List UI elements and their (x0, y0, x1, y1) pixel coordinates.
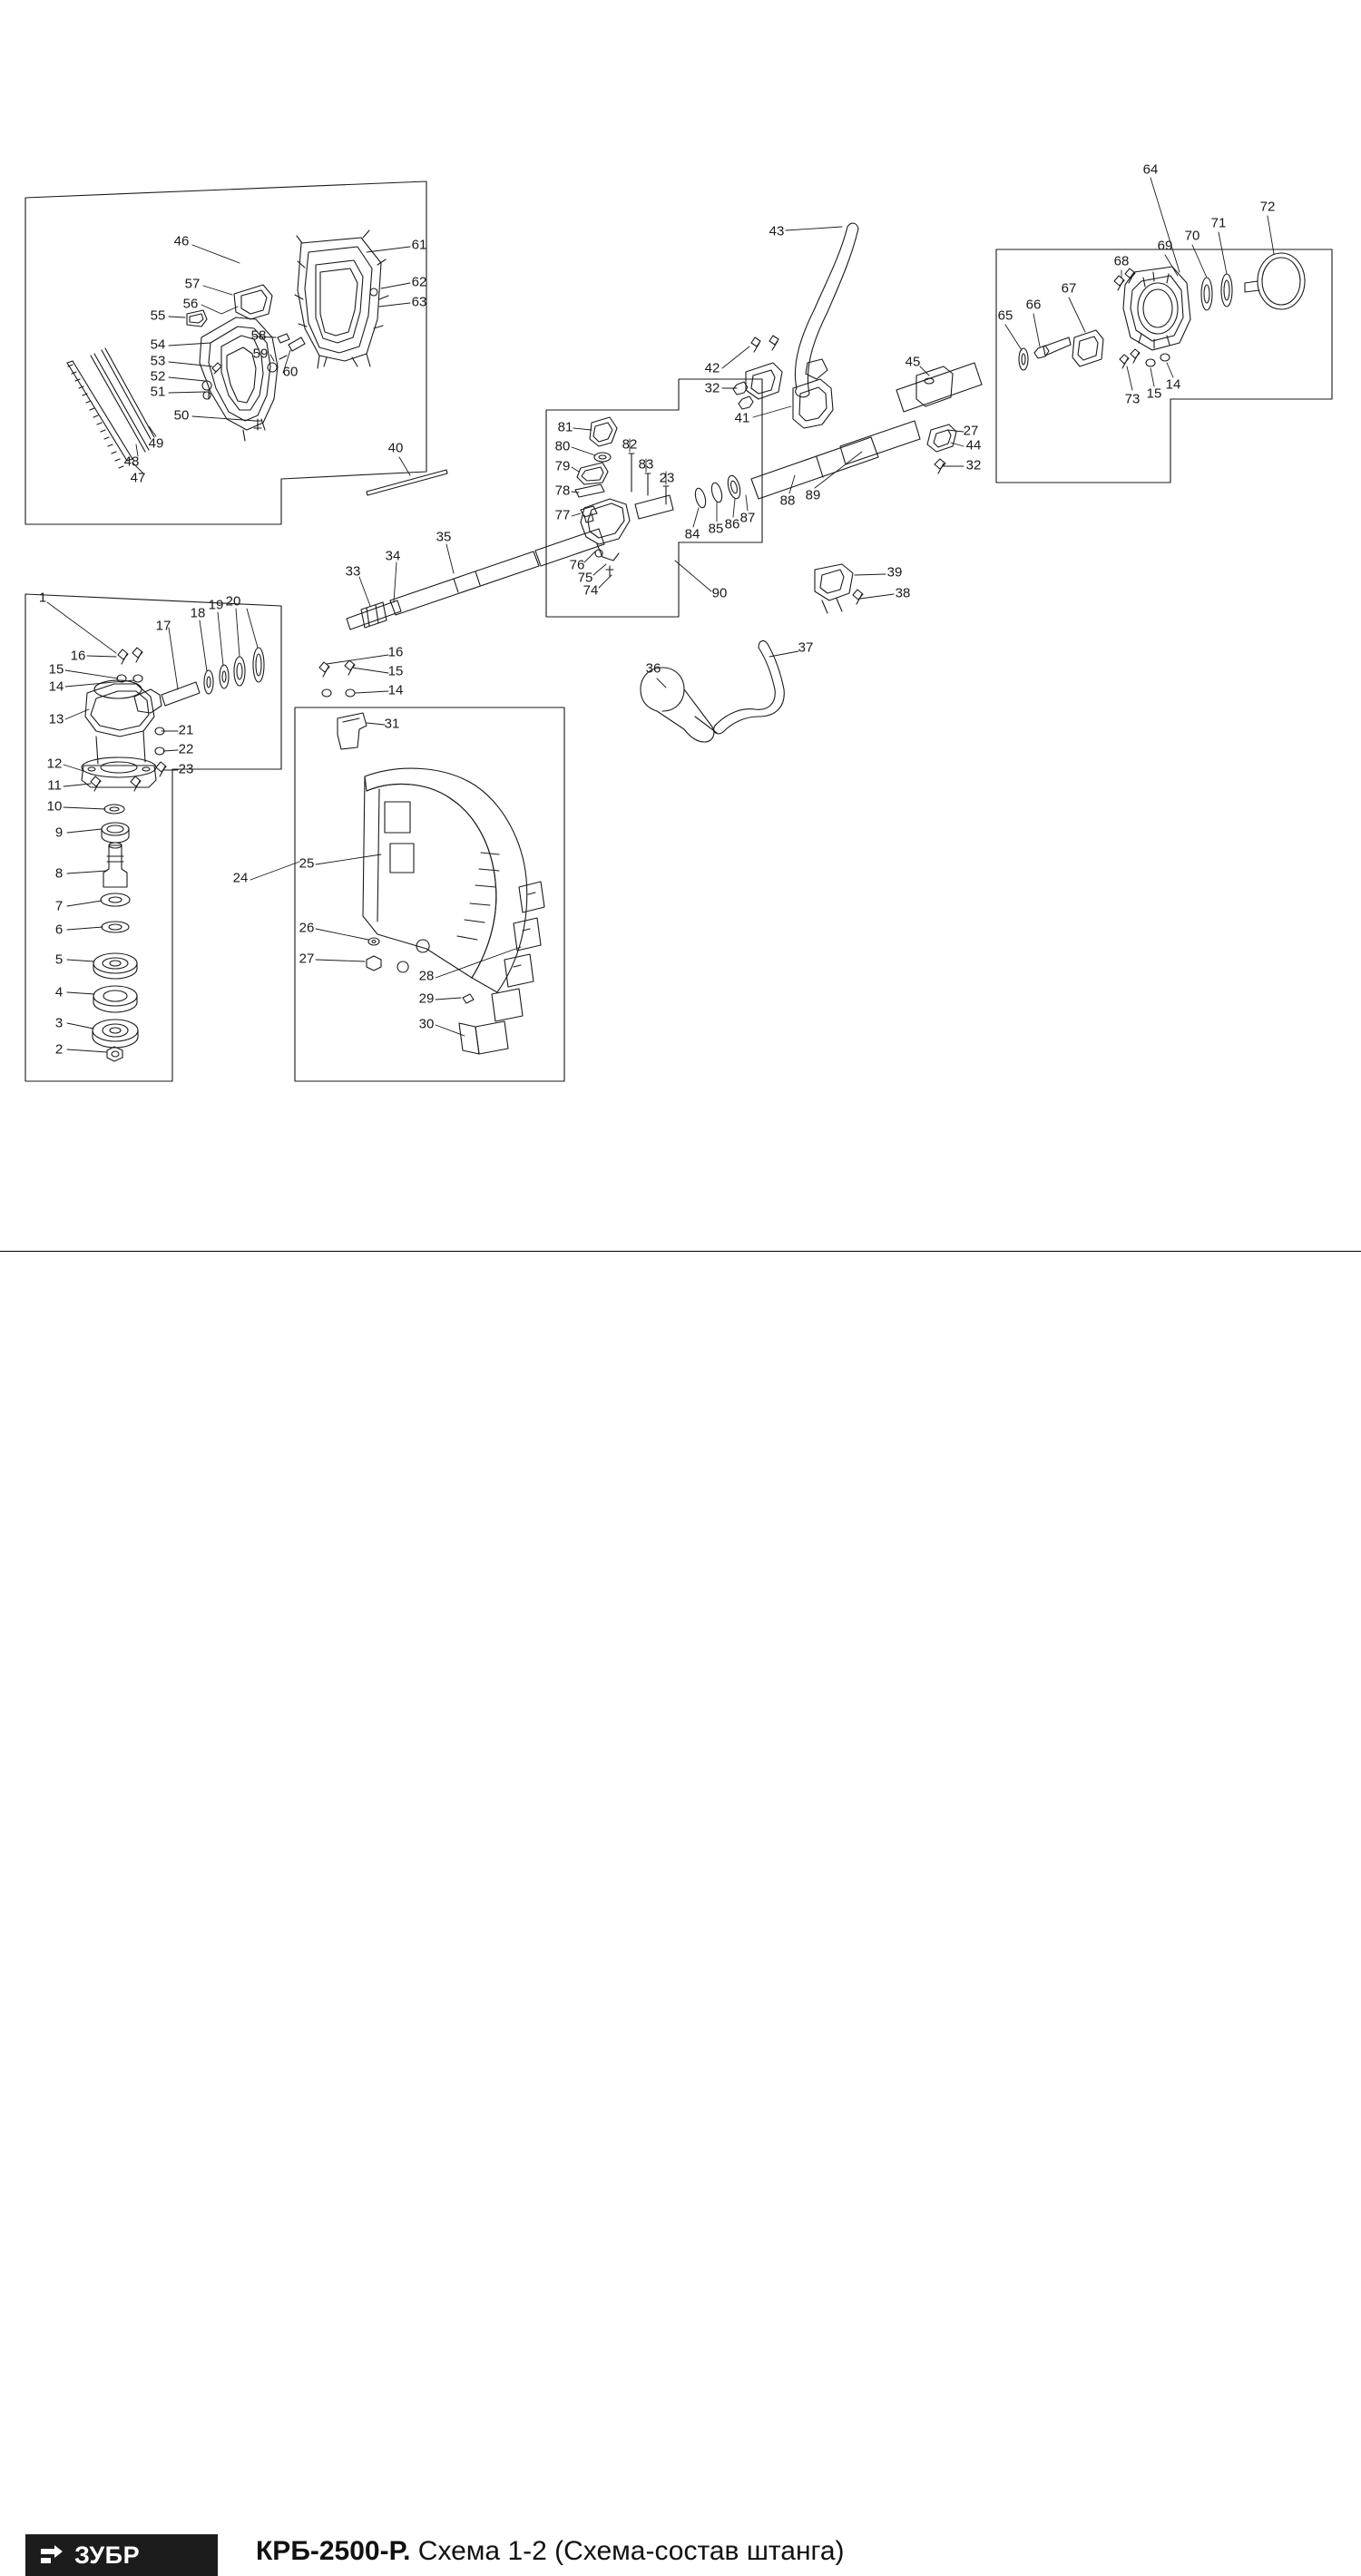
part-bolt-66 (1034, 337, 1071, 358)
part-washer-18 (204, 670, 213, 694)
callout-number: 6 (54, 922, 64, 938)
callout-number: 14 (1165, 376, 1181, 393)
part-washer-87 (726, 474, 742, 500)
callout-number: 29 (418, 990, 435, 1007)
part-bracket-31 (338, 713, 367, 749)
part-plate-3 (93, 1020, 138, 1048)
callout-number: 63 (411, 294, 427, 310)
callout-number: 37 (798, 639, 814, 656)
callout-number: 57 (184, 276, 201, 292)
callout-number: 79 (554, 458, 571, 474)
part-screws-73 (1120, 349, 1140, 368)
callout-number: 81 (557, 419, 573, 435)
callout-number: 86 (724, 516, 740, 532)
callout-number: 39 (886, 564, 903, 581)
part-washer-14c (346, 689, 355, 697)
callout-number: 31 (384, 716, 400, 732)
part-nut-27b (367, 956, 381, 971)
diagram-caption (256, 2536, 845, 2567)
callout-number: 90 (711, 585, 728, 601)
part-screw-38 (853, 590, 863, 604)
part-washer-65 (1019, 348, 1028, 370)
callout-number: 75 (577, 570, 593, 586)
part-washer-80 (594, 453, 611, 462)
part-screws-21-22-23 (155, 727, 166, 776)
callout-number: 38 (895, 585, 911, 601)
part-washer-71 (1221, 274, 1232, 307)
callout-number: 50 (173, 407, 190, 424)
part-screw-53 (212, 363, 221, 374)
callout-number: 45 (905, 354, 921, 370)
callout-number: 5 (54, 951, 64, 968)
callout-number: 23 (659, 470, 675, 486)
part-nut-32b (739, 396, 753, 409)
callout-number: 32 (965, 457, 982, 473)
part-bearing-9 (102, 823, 129, 843)
part-washer-26 (368, 938, 379, 945)
part-handle-clamp-57 (234, 285, 272, 319)
callout-number: 30 (418, 1016, 435, 1032)
callout-number: 36 (645, 660, 661, 677)
part-guard-blade-28 (459, 882, 544, 1054)
callout-number: 85 (708, 521, 724, 537)
callout-number: 82 (622, 436, 638, 453)
part-washer-19 (220, 665, 229, 688)
callout-number: 68 (1113, 253, 1130, 269)
brand-logo (25, 2534, 218, 2576)
callout-number: 4 (54, 984, 64, 1000)
callout-number: 54 (150, 337, 166, 353)
part-small-60 (289, 337, 305, 351)
callout-number: 20 (225, 593, 241, 610)
part-pin-83 (645, 473, 651, 495)
callout-number: 67 (1061, 280, 1077, 297)
part-washer-15b (1146, 359, 1155, 366)
callout-number: 53 (150, 353, 166, 369)
part-trigger-81 (590, 417, 617, 446)
callout-number: 8 (54, 865, 64, 882)
part-washer-14a (133, 675, 142, 682)
callout-number: 9 (54, 825, 64, 841)
callout-number: 21 (178, 722, 194, 738)
callout-number: 19 (208, 597, 224, 613)
part-clamp-39 (815, 564, 853, 613)
part-handlebar-37 (714, 641, 785, 734)
zubr-arrow-icon (38, 2542, 65, 2569)
callout-number: 60 (282, 364, 299, 380)
callout-number: 74 (583, 582, 599, 599)
callout-number: 10 (46, 798, 63, 815)
callout-number: 43 (769, 223, 785, 239)
part-clamp-41 (793, 359, 833, 428)
callout-number: 16 (387, 644, 404, 660)
callout-number: 83 (638, 456, 654, 473)
callout-number: 27 (963, 423, 979, 439)
callout-number: 28 (418, 968, 435, 984)
part-shaft-sleeve-84 (635, 495, 673, 519)
part-washer-85 (693, 487, 707, 509)
part-spacer-67 (1072, 330, 1103, 366)
callout-number: 73 (1124, 391, 1141, 407)
part-tube-89 (840, 421, 920, 464)
part-cable-47 (67, 361, 132, 468)
part-housing-69 (1123, 267, 1190, 350)
footer (0, 1252, 1361, 2569)
callout-number: 52 (150, 368, 166, 385)
callout-number: 44 (965, 437, 982, 454)
callout-number: 51 (150, 384, 166, 400)
callout-number: 55 (150, 307, 166, 324)
part-grip-36 (641, 668, 717, 742)
part-nut-2 (107, 1047, 122, 1061)
callout-number: 11 (47, 777, 62, 794)
callout-number: 49 (148, 435, 164, 452)
part-washer-20 (234, 657, 245, 686)
callout-number: 48 (123, 454, 140, 470)
callout-number: 78 (554, 483, 571, 499)
part-small-58 (278, 334, 289, 343)
part-screw-51 (203, 392, 211, 399)
callout-number: 24 (232, 870, 249, 886)
part-spindle-8 (103, 843, 127, 887)
callout-number: 59 (252, 346, 269, 362)
part-screw-42b (769, 336, 778, 350)
callout-number: 32 (704, 380, 720, 396)
callout-number: 76 (569, 557, 585, 573)
callout-number: 72 (1259, 199, 1276, 215)
callout-number: 1 (38, 590, 47, 606)
callout-number: 13 (48, 711, 64, 727)
callout-number: 25 (299, 855, 315, 872)
part-washer-6 (102, 922, 129, 932)
callout-number: 65 (997, 307, 1013, 324)
callout-number: 58 (250, 327, 267, 344)
callout-number: 62 (411, 274, 427, 290)
part-gearbox-13 (82, 680, 162, 787)
callout-number: 87 (739, 510, 756, 526)
brand-name: ЗУБР (74, 2541, 141, 2569)
callout-number: 46 (173, 233, 190, 249)
part-rod-48 (91, 354, 149, 452)
callout-number: 27 (299, 951, 315, 967)
model-label: КРБ-2500-Р. (256, 2536, 411, 2566)
group-box-handle (25, 181, 426, 524)
callout-number: 66 (1025, 297, 1042, 313)
part-pin-82 (629, 454, 634, 492)
callout-number: 2 (54, 1041, 64, 1058)
part-switch-77 (581, 506, 597, 522)
callout-number: 77 (554, 507, 571, 523)
part-screw-29 (463, 994, 474, 1003)
part-knob-72 (1245, 253, 1305, 309)
callout-number: 88 (779, 493, 796, 509)
callout-number: 40 (387, 440, 404, 456)
part-clamp-44 (927, 424, 956, 452)
callout-number: 23 (178, 761, 194, 777)
part-clamp-42 (746, 363, 782, 399)
callout-number: 15 (387, 663, 404, 679)
callout-number: 15 (48, 661, 64, 678)
callout-number: 64 (1142, 161, 1159, 178)
callout-number: 61 (411, 237, 427, 253)
part-screws-16a (118, 648, 142, 664)
callout-number: 33 (345, 563, 361, 580)
callout-number: 26 (299, 920, 315, 936)
part-shaft-17 (162, 682, 200, 706)
callout-number: 3 (54, 1015, 64, 1031)
part-rod-49 (102, 348, 154, 439)
callout-number: 7 (54, 898, 64, 914)
part-washer-70 (1201, 278, 1212, 310)
callout-number: 18 (190, 605, 206, 621)
callout-number: 69 (1157, 238, 1173, 254)
callout-number: 12 (46, 756, 63, 772)
callout-number: 22 (178, 741, 194, 757)
callout-number: 14 (48, 678, 64, 695)
callout-number: 15 (1146, 385, 1162, 402)
part-washer-10 (104, 805, 124, 814)
callout-number: 56 (182, 296, 199, 312)
callout-number: 41 (734, 410, 750, 426)
part-screws-11 (91, 776, 141, 791)
callout-number: 70 (1184, 228, 1200, 244)
callout-number: 47 (130, 470, 146, 486)
part-washer-14b (1160, 354, 1170, 361)
part-lever-79 (577, 463, 608, 484)
callout-number: 84 (684, 526, 700, 542)
leader-lines (47, 178, 1274, 1052)
callout-number: 14 (387, 682, 404, 698)
part-plate-4 (93, 986, 137, 1012)
part-guard-25 (363, 768, 527, 992)
callout-number: 80 (554, 438, 571, 454)
callout-number: 71 (1210, 215, 1227, 231)
part-plate-5 (93, 953, 137, 979)
scheme-label: Схема 1-2 (Схема-состав штанга) (417, 2536, 845, 2566)
callout-number: 89 (805, 487, 821, 503)
part-shaft-upper (896, 363, 982, 412)
part-washer-86 (710, 482, 723, 503)
part-small-55 (187, 310, 207, 327)
callout-number: 16 (70, 648, 86, 664)
part-shaft-tube-35 (390, 551, 539, 615)
part-washer-15c (322, 689, 331, 697)
part-ring-20b (253, 648, 264, 682)
part-screw-42a (751, 337, 760, 352)
callout-number: 35 (436, 529, 452, 545)
part-washer-7 (101, 893, 130, 906)
callout-number: 17 (155, 618, 171, 634)
part-clip-78 (575, 484, 604, 497)
callout-number: 42 (704, 360, 720, 376)
callout-number: 34 (385, 548, 401, 564)
